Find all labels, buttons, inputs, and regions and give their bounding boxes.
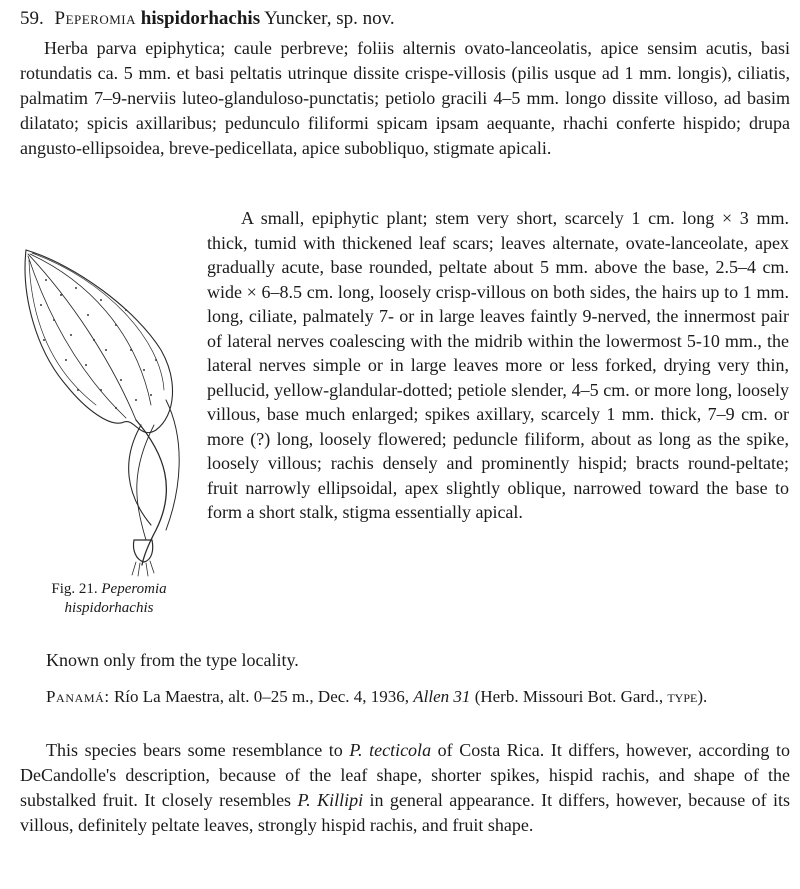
discussion-text-3: in general appearance. It differs, however, because of its villous, definitely peltate leaves, strongly hispid rachis, and fruit shape.	[20, 790, 791, 835]
discussion-paragraph	[20, 738, 790, 838]
specimen-collector: Allen 31	[413, 687, 471, 706]
leaf-illustration	[16, 240, 191, 580]
species-epithet: hispidorhachis	[140, 8, 261, 29]
specimen-herbarium: (Herb. Missouri Bot. Gard.,	[474, 687, 664, 706]
discussion-text-2: of Costa Rica. It differs, however, according to DeCandolle's description, because of the leaf shape, shorter spikes, hispid rachis, and shape of the substalked fruit. It closely resembles	[20, 740, 791, 810]
authority: Yuncker, sp. nov.	[264, 8, 395, 29]
specimen-close: ).	[697, 687, 708, 706]
figure-caption	[18, 580, 200, 618]
reference-species-2: P. Killipi	[297, 790, 364, 810]
peperomia-leaf-drawing	[16, 240, 191, 580]
discussion-text-1: This species bears some resemblance to	[46, 740, 343, 760]
known-locality-note: Known only from the type locality.	[46, 650, 299, 670]
genus-name: Peperomia	[54, 8, 137, 29]
entry-number: 59.	[20, 8, 44, 29]
species-heading	[20, 6, 790, 32]
specimen-country: Panamá:	[46, 687, 110, 706]
reference-species-1: P. tecticola	[349, 740, 432, 760]
specimen-type-label: type	[667, 687, 698, 706]
figure-number: Fig. 21.	[51, 581, 98, 597]
english-description: A small, epiphytic plant; stem very short, scarcely 1 cm. long × 3 mm. thick, tumid with thickened leaf scars; leaves alternate, ovate-lanceolate, apex gradually acute, base rounded, peltate about 5 mm. above the base, 2.5–4 cm. wide × 6–8.5 cm. long, loosely crisp-villous on both sides, the hairs up to 1 mm. long, ciliate, palmately 7- or in large leaves faintly 9-nerved, the innermost pair of lateral nerves coalescing with the midrib within the lowermost 5-10 mm., the lateral nerves simple or in large leaves more or less forked, drying very thin, pellucid, yellow-glandular-dotted; petiole slender, 4–5 cm. or more long, loosely villous, base much enlarged; spikes axillary, scarcely 1 mm. thick, 7–9 cm. or more (?) long, loosely flowered; peduncle filiform, about as long as the spike, loosely villous; rachis densely and prominently hispid; bracts round-peltate; fruit narrowly ellipsoidal, apex slightly oblique, narrowed toward the base to form a short stalk, stigma essentially apical.	[207, 208, 789, 522]
figure-species: hispidorhachis	[64, 600, 154, 616]
figure-genus: Peperomia	[101, 581, 167, 597]
latin-description: Herba parva epiphytica; caule perbreve; foliis alternis ovato-lanceolatis, apice sensim acutis, basi rotundatis ca. 5 mm. et basi peltatis utrinque dissite crispe-villosis (pilis usque ad 1 mm. longis), ciliatis, palmatim 7–9-nerviis luteo-glanduloso-punctatis; petiolo gracili 4–5 mm. longo dissite villoso, ad basim dilatato; spicis axillaribus; pedunculo filiformi spicam ipsam aequante, rhachi conferte hispido; drupa angusto-ellipsoidea, breve-pedicellata, apice subobliquo, stigmate apicali.	[20, 38, 790, 158]
specimen-details: Río La Maestra, alt. 0–25 m., Dec. 4, 1936,	[113, 687, 410, 706]
specimen-citation	[20, 685, 790, 708]
